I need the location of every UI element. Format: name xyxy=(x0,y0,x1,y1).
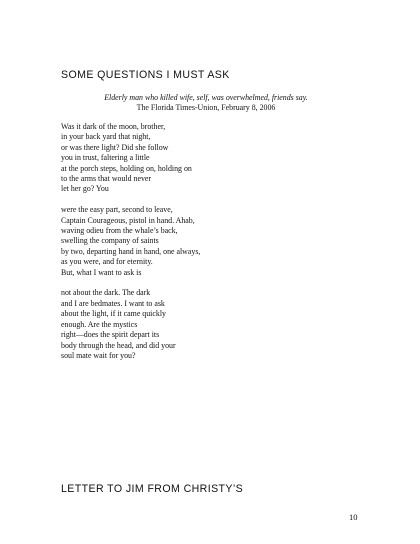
poem-line: as you were, and for eternity. xyxy=(61,257,153,267)
poem-line: But, what I want to ask is xyxy=(61,267,142,277)
epigraph-quote: Elderly man who killed wife, self, was overwhelmed, friends say. xyxy=(104,93,308,102)
stanza-2 xyxy=(61,205,200,278)
poem-line: at the porch steps, holding on, holding on xyxy=(61,163,192,173)
poem-line: enough. Are the mystics xyxy=(61,319,138,329)
stanza-3 xyxy=(61,288,200,361)
poem-line: about the light, if it came quickly xyxy=(61,309,166,319)
poem-line: you in trust, faltering a little xyxy=(61,153,150,163)
page-number: 10 xyxy=(349,512,358,522)
stanza-1 xyxy=(61,122,200,195)
poem-line: in your back yard that night, xyxy=(61,132,151,142)
poem-line: or was there light? Did she follow xyxy=(61,142,169,152)
poem-line: Was it dark of the moon, brother, xyxy=(61,122,166,131)
poem-line: and I are bedmates. I want to ask xyxy=(61,298,165,308)
poem-line: waving odieu from the whale’s back, xyxy=(61,226,178,236)
poem-line: swelling the company of saints xyxy=(61,236,159,246)
poem-body xyxy=(61,122,200,372)
poem-line: by two, departing hand in hand, one always, xyxy=(61,246,201,256)
poem-line: to the arms that would never xyxy=(61,174,152,184)
poem-line: Captain Courageous, pistol in hand. Ahab, xyxy=(61,215,195,225)
poem-line: right—does the spirit depart its xyxy=(61,330,160,340)
poem-line: not about the dark. The dark xyxy=(61,288,151,298)
poem-line: soul mate wait for you? xyxy=(61,350,136,360)
poem-line: were the easy part, second to leave, xyxy=(61,205,173,215)
poem-line: body through the head, and did your xyxy=(61,340,176,350)
epigraph-source: The Florida Times-Union, February 8, 2006 xyxy=(136,103,276,113)
poem-title: SOME QUESTIONS I MUST ASK xyxy=(61,69,230,81)
poem-line: let her go? You xyxy=(61,184,109,194)
epigraph xyxy=(61,93,351,114)
next-poem-title: LETTER TO JIM FROM CHRISTY’S xyxy=(61,483,244,495)
